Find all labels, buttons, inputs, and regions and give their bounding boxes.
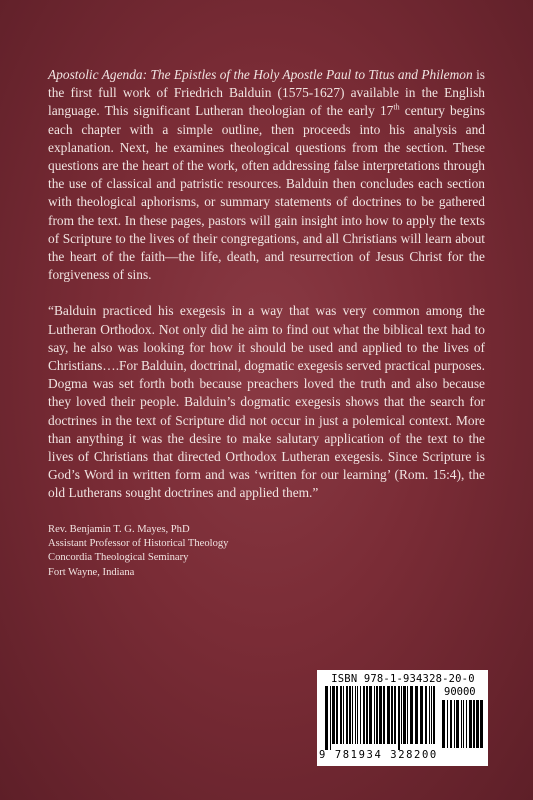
barcode-bar [447, 700, 448, 748]
barcode-bar [360, 686, 361, 744]
barcode-bar [379, 686, 382, 744]
barcode-bar [454, 700, 455, 748]
barcode-bar [431, 686, 432, 744]
price-code: 90000 [444, 686, 476, 698]
barcode-bar [346, 686, 348, 744]
isbn-barcode [317, 670, 488, 766]
barcode-bar [330, 686, 331, 750]
endorser-institution: Concordia Theological Seminary [48, 552, 189, 564]
barcode-bar [369, 686, 372, 744]
barcode-bar [401, 686, 402, 744]
barcode-bar [366, 686, 368, 744]
barcode-bar [420, 686, 423, 744]
book-title: Apostolic Agenda: The Epistles of the Holy Apostle Paul to Titus and Philemon [48, 67, 473, 82]
endorser-position: Assistant Professor of Historical Theology [48, 538, 229, 550]
barcode-bar [429, 686, 430, 744]
barcode-bar [374, 686, 375, 744]
barcode-bar [433, 686, 435, 744]
barcode-bar [349, 686, 351, 744]
barcode-bar [355, 686, 356, 744]
description-text-1: is the first full work of Friedrich Balduin (1575-1627) available in the English language. This significant Lutheran theologian of the early 17 [48, 67, 485, 119]
barcode-bar [352, 686, 353, 744]
endorsement-attribution [48, 523, 485, 581]
barcode-bar [466, 700, 467, 748]
barcode-bar [357, 686, 358, 744]
barcode-bar [394, 686, 396, 744]
isbn-number: ISBN 978-1-934328-20-0 [331, 673, 475, 685]
barcode-bar [456, 700, 459, 748]
barcode-bar [383, 686, 385, 744]
addon-bars [442, 700, 484, 750]
barcode-bar [469, 700, 472, 748]
barcode-bar [425, 686, 427, 744]
barcode-bar [442, 700, 445, 748]
endorsement-quote: “Balduin practiced his exegesis in a way that was very common among the Lutheran Orthodox. Not only did he aim to find out what the biblical text had to say, he also was looking for how it should be used and applied to the lives of Christians….For Balduin, doctrinal, dogmatic exegesis served practical purposes. Dogma was set forth both because preachers loved the truth and also because they loved their people. Balduin’s dogmatic exegesis shows that the search for doctrines in the text of Scripture did not occur in just a polemical context. More than anything it was the desire to make salutary application of the text to the lives of Christians that directed Orthodox Lutheran exegesis. Since Scripture is God’s Word in written form and was ‘written for our learning’ (Rom. 15:4), the old Lutherans sought doctrines and applied them.” [48, 303, 485, 501]
ean-bars [325, 686, 437, 750]
barcode-bar [410, 686, 413, 744]
barcode-bar [363, 686, 365, 744]
barcode-bar [476, 700, 479, 748]
ordinal-suffix: th [393, 102, 400, 112]
endorser-name: Rev. Benjamin T. G. Mayes, PhD [48, 523, 190, 535]
ean-digits: 9 781934 328200 [319, 749, 438, 761]
barcode-bar [376, 686, 378, 744]
barcode-bar [398, 686, 400, 750]
barcode-bar [340, 686, 342, 744]
endorser-location: Fort Wayne, Indiana [48, 566, 135, 578]
barcode-bar [343, 686, 344, 744]
barcode-bar [463, 700, 464, 748]
barcode-bar [407, 686, 408, 744]
barcode-bar [473, 700, 475, 748]
description-text-2: century begins each chapter with a simple outline, then proceeds into his analysis and explanation. Next, he examines theological questions from the section. These questions are the heart of the work, often addressing false interpretations through the use of classical and patristic resources. Balduin then concludes each section with theological aphorisms, or summary statements of doctrines to be gathered from the text. In these pages, pastors will gain insight into how to apply the texts of Scripture to the lives of their congregations, and all Christians will learn about the heart of the faith—the life, death, and resurrection of Jesus Christ for the forgiveness of sins. [48, 103, 485, 283]
barcode-bar [480, 700, 483, 748]
barcode-bar [391, 686, 393, 744]
barcode-bar [403, 686, 406, 744]
barcode-bar [336, 686, 338, 744]
barcode-bar [332, 686, 335, 744]
barcode-bar [450, 700, 452, 748]
barcode-bar [461, 700, 462, 748]
barcode-bar [325, 686, 328, 750]
book-description [48, 66, 485, 284]
barcode-bar [387, 686, 390, 744]
barcode-bar [415, 686, 418, 744]
back-cover-text [48, 66, 485, 580]
